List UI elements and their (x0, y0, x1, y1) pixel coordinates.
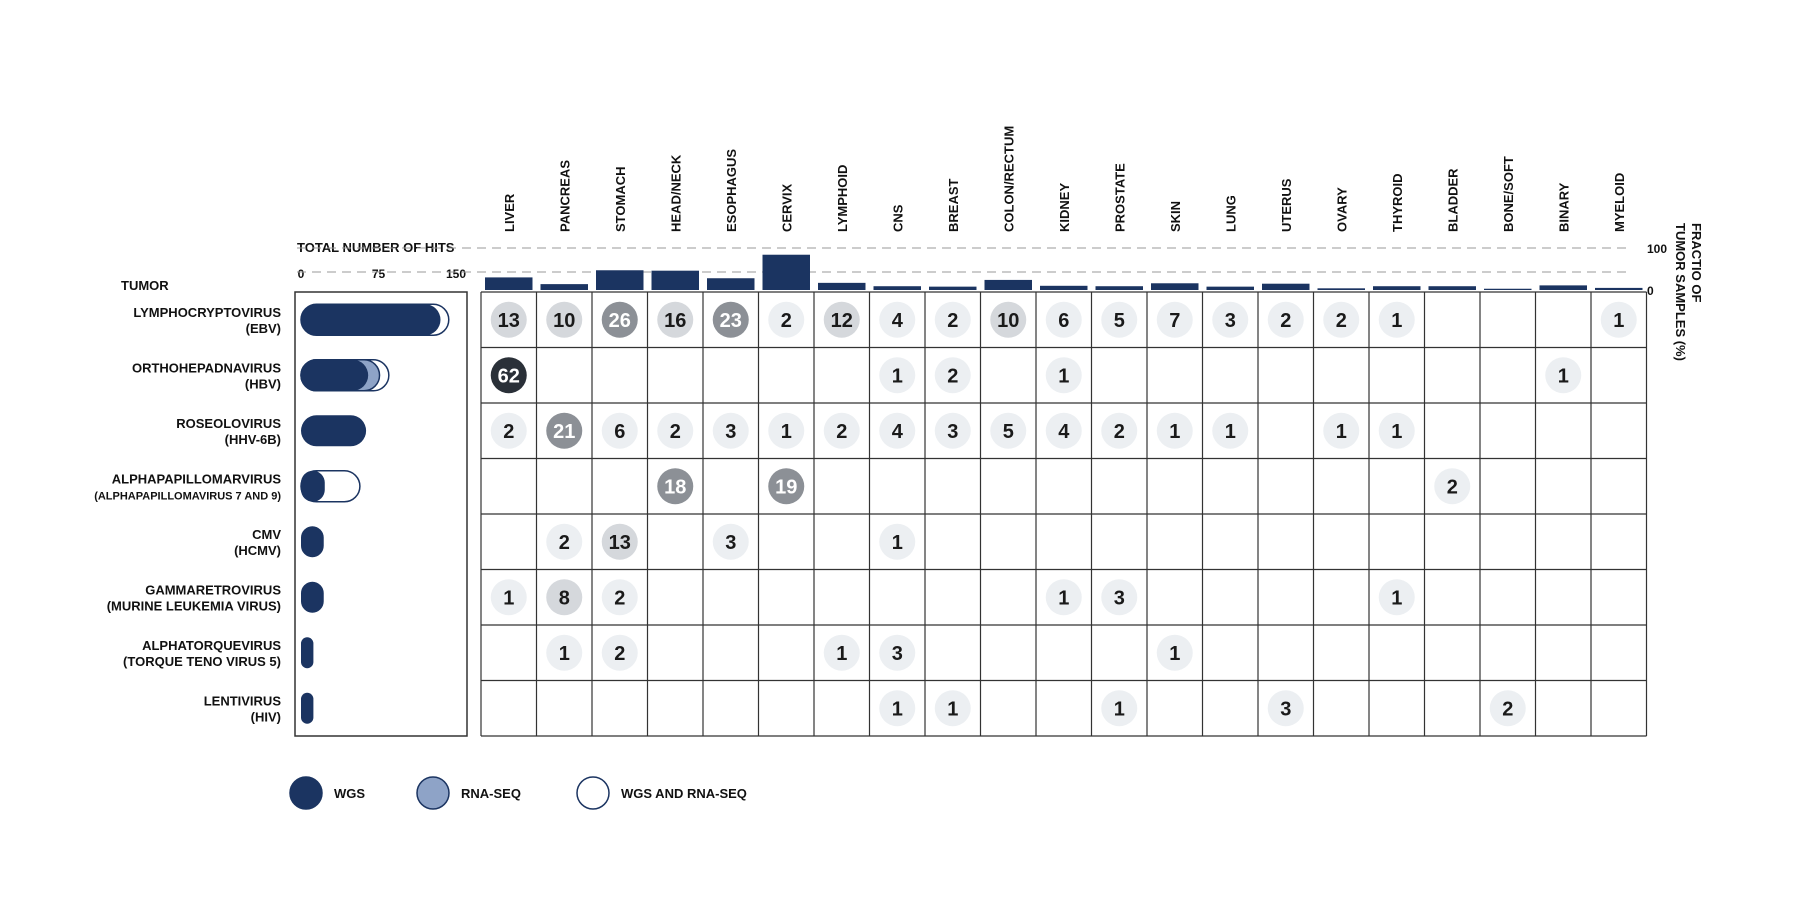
cell-value-4-4: 3 (725, 531, 737, 554)
fraction-bar-6 (818, 283, 866, 290)
virus-sub-2: (HHV-6B) (224, 431, 281, 447)
virus-name-0: LYMPHOCRYPTOVIRUS (133, 304, 281, 320)
fraction-bar-14 (1262, 284, 1310, 290)
fraction-bar-19 (1540, 285, 1588, 290)
cell-value-0-7: 4 (891, 309, 903, 332)
cell-value-5-0: 1 (503, 587, 515, 610)
bar-wgs-6 (301, 637, 313, 668)
cell-value-4-1: 2 (558, 531, 570, 554)
tumor-header-4: ESOPHAGUS (723, 148, 739, 232)
bar-wgs-3 (301, 471, 325, 502)
cell-value-2-8: 3 (947, 420, 959, 443)
cell-value-7-18: 2 (1502, 698, 1514, 721)
fraction-bar-0 (485, 277, 533, 290)
fraction-bar-1 (541, 284, 589, 290)
cell-value-7-11: 1 (1113, 698, 1125, 721)
tumor-header-17: BLADDER (1445, 168, 1461, 232)
cell-value-5-16: 1 (1391, 587, 1403, 610)
cell-value-5-11: 3 (1113, 587, 1125, 610)
cell-value-1-19: 1 (1557, 365, 1569, 388)
hits-tick-150: 150 (445, 267, 467, 281)
tumor-header-1: PANCREAS (557, 160, 573, 232)
fraction-bar-16 (1373, 286, 1421, 290)
cell-value-1-8: 2 (947, 365, 959, 388)
cell-value-0-12: 7 (1169, 309, 1181, 332)
bar-wgs-5 (301, 582, 324, 613)
cell-value-2-5: 1 (780, 420, 792, 443)
tumor-header-19: BINARY (1556, 182, 1572, 232)
cell-value-3-5: 19 (775, 476, 798, 499)
cell-value-2-13: 1 (1224, 420, 1236, 443)
fraction-label-line1: FRACTIO OF (1689, 223, 1704, 303)
cell-value-2-6: 2 (836, 420, 848, 443)
hits-tick-75: 75 (371, 267, 386, 281)
cell-value-0-14: 2 (1280, 309, 1292, 332)
cell-value-2-10: 4 (1058, 420, 1070, 443)
cell-value-0-1: 10 (553, 309, 576, 332)
fraction-tick-0: 0 (1647, 284, 1654, 298)
tumor-header-13: LUNG (1223, 195, 1239, 232)
virus-sub-7: (HIV) (250, 709, 281, 725)
fraction-bar-2 (596, 270, 644, 290)
fraction-bar-20 (1595, 288, 1643, 290)
tumor-header-14: UTERUS (1278, 178, 1294, 232)
cell-value-0-0: 13 (497, 309, 520, 332)
tumor-header-8: BREAST (945, 178, 961, 232)
tumor-header-2: STOMACH (612, 166, 628, 232)
cell-value-2-3: 2 (669, 420, 681, 443)
fraction-bar-5 (763, 255, 811, 290)
fraction-bar-11 (1096, 286, 1144, 290)
legend-label-0: WGS (334, 786, 366, 801)
virus-sub-1: (HBV) (244, 376, 281, 392)
cell-value-2-15: 1 (1335, 420, 1347, 443)
cell-value-2-0: 2 (503, 420, 515, 443)
fraction-bar-12 (1151, 283, 1199, 290)
tumor-header-16: THYROID (1389, 173, 1405, 232)
cell-value-2-1: 21 (553, 420, 576, 443)
fraction-bar-7 (874, 286, 922, 290)
cell-value-5-1: 8 (558, 587, 570, 610)
cell-value-1-0: 62 (497, 365, 520, 388)
cell-value-2-12: 1 (1169, 420, 1181, 443)
cell-value-0-3: 16 (664, 309, 687, 332)
legend (290, 777, 747, 809)
cell-value-7-8: 1 (947, 698, 959, 721)
virus-name-2: ROSEOLOVIRUS (176, 415, 281, 431)
tumor-header-3: HEAD/NECK (668, 154, 684, 232)
hits-tick-0: 0 (297, 267, 305, 281)
cell-value-0-5: 2 (780, 309, 792, 332)
cell-value-0-4: 23 (719, 309, 742, 332)
cell-value-2-9: 5 (1002, 420, 1014, 443)
cell-value-0-8: 2 (947, 309, 959, 332)
fraction-tick-100: 100 (1647, 242, 1668, 256)
bar-wgs-4 (301, 526, 324, 557)
cell-value-0-9: 10 (997, 309, 1020, 332)
virus-name-3: ALPHAPAPILLOMARVIRUS (111, 471, 281, 487)
virus-hit-bars (301, 304, 449, 724)
cell-value-6-1: 1 (558, 642, 570, 665)
cell-value-0-15: 2 (1335, 309, 1347, 332)
fraction-bar-10 (1040, 286, 1088, 290)
tumor-header-20: MYELOID (1611, 172, 1627, 232)
cell-value-2-2: 6 (614, 420, 626, 443)
legend-swatch-0 (290, 777, 322, 809)
legend-swatch-2 (577, 777, 609, 809)
fraction-bar-18 (1484, 289, 1532, 290)
tumor-label: TUMOR (121, 278, 169, 293)
tumor-header-15: OVARY (1334, 187, 1350, 232)
cell-value-0-20: 1 (1613, 309, 1625, 332)
legend-label-2: WGS AND RNA-SEQ (621, 786, 747, 801)
cell-value-3-3: 18 (664, 476, 687, 499)
hits-panel-frame (295, 292, 467, 736)
cell-value-2-11: 2 (1113, 420, 1125, 443)
fraction-label-line2: TUMOR SAMPLES (%) (1673, 223, 1688, 361)
tumor-header-5: CERVIX (779, 183, 795, 232)
tumor-column-headers (502, 126, 1627, 232)
virus-row-labels (94, 305, 281, 725)
fraction-bar-15 (1318, 288, 1366, 290)
cell-value-0-16: 1 (1391, 309, 1403, 332)
tumor-header-7: CNS (890, 204, 906, 232)
virus-sub-5: (MURINE LEUKEMIA VIRUS) (106, 598, 281, 614)
virus-name-6: ALPHATORQUEVIRUS (142, 637, 281, 653)
cell-value-0-13: 3 (1224, 309, 1236, 332)
cell-value-2-16: 1 (1391, 420, 1403, 443)
cell-value-6-12: 1 (1169, 642, 1181, 665)
tumor-header-12: SKIN (1167, 200, 1183, 232)
cell-value-2-7: 4 (891, 420, 903, 443)
cell-value-6-7: 3 (891, 642, 903, 665)
cell-value-5-2: 2 (614, 587, 626, 610)
tumor-header-9: COLON/RECTUM (1001, 125, 1017, 232)
virus-sub-6: (TORQUE TENO VIRUS 5) (123, 653, 281, 669)
cell-value-1-7: 1 (891, 365, 903, 388)
cell-value-3-17: 2 (1446, 476, 1458, 499)
cell-value-5-10: 1 (1058, 587, 1070, 610)
virus-name-1: ORTHOHEPADNAVIRUS (131, 360, 281, 376)
fraction-bar-4 (707, 278, 755, 290)
cell-value-4-2: 13 (608, 531, 631, 554)
virus-sub-0: (EBV) (245, 320, 281, 336)
cell-value-7-14: 3 (1280, 698, 1292, 721)
cell-value-1-10: 1 (1058, 365, 1070, 388)
fraction-bar-17 (1429, 286, 1477, 290)
virus-sub-3: (ALPHAPAPILLOMAVIRUS 7 AND 9) (94, 490, 281, 503)
cell-value-0-2: 26 (608, 309, 631, 332)
cell-value-2-4: 3 (725, 420, 737, 443)
cell-value-6-6: 1 (836, 642, 848, 665)
cell-value-0-10: 6 (1058, 309, 1070, 332)
virus-sub-4: (HCMV) (234, 542, 281, 558)
virus-name-5: GAMMARETROVIRUS (145, 582, 281, 598)
fraction-bar-3 (652, 271, 700, 290)
tumor-header-6: LYMPHOID (834, 164, 850, 232)
cell-value-0-11: 5 (1113, 309, 1125, 332)
bar-wgs-7 (301, 693, 313, 724)
bar-wgs-0 (301, 304, 441, 335)
fraction-bar-13 (1207, 287, 1255, 290)
bar-wgs-2 (301, 415, 366, 446)
virus-name-4: CMV (252, 526, 281, 542)
fraction-axis-label (1673, 223, 1704, 361)
legend-swatch-1 (417, 777, 449, 809)
virus-name-7: LENTIVIRUS (203, 693, 281, 709)
tumor-header-11: PROSTATE (1112, 163, 1128, 232)
total-hits-label: TOTAL NUMBER OF HITS (297, 240, 455, 255)
tumor-header-0: LIVER (501, 193, 517, 232)
legend-label-1: RNA-SEQ (461, 786, 521, 801)
tumor-header-10: KIDNEY (1056, 182, 1072, 232)
cell-value-4-7: 1 (891, 531, 903, 554)
fraction-bar-8 (929, 287, 977, 290)
tumor-header-18: BONE/SOFT (1500, 156, 1516, 232)
bar-wgs-1 (301, 360, 368, 391)
cell-value-0-6: 12 (830, 309, 853, 332)
fraction-bar-9 (985, 280, 1033, 290)
cell-value-7-7: 1 (891, 698, 903, 721)
cell-value-6-2: 2 (614, 642, 626, 665)
